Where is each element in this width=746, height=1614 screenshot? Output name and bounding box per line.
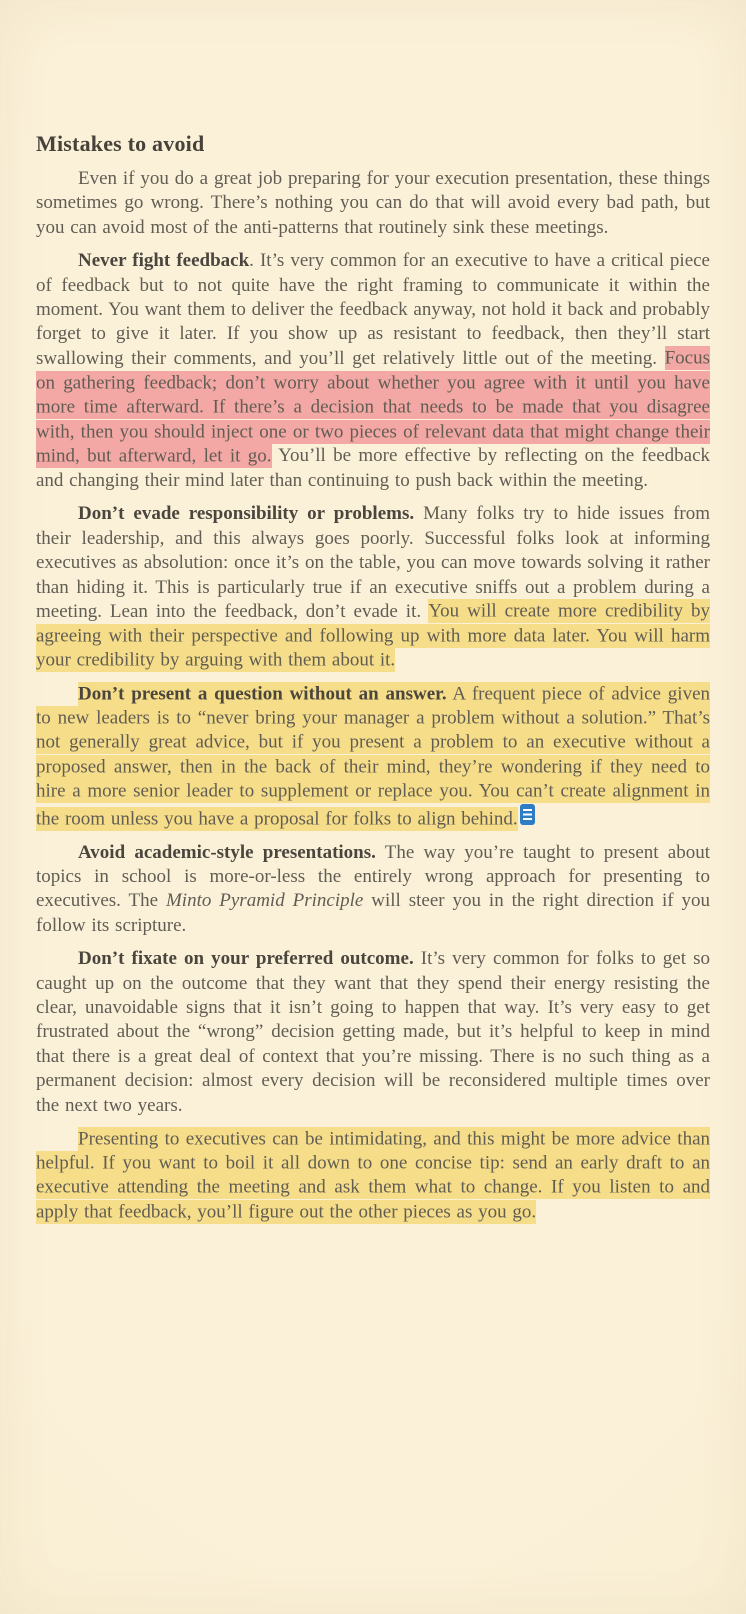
- body-text: will steer you in the right direction if you follow its scripture.: [36, 890, 710, 936]
- pink-highlight[interactable]: Focus on gathering feedback; don’t worry about whether you agree with it until you have more time afterward. If there’s a decision that needs to be made that you disagree with, then you should inject one or two pieces of relevant data that might change their mind, but afterward, let it go.: [36, 347, 710, 467]
- bold-lead-in: Don’t fixate on your preferred outcome.: [78, 948, 414, 970]
- bold-lead-in: Avoid academic-style presentations.: [78, 841, 376, 863]
- note-annotation-icon[interactable]: [520, 804, 535, 825]
- body-text: It’s very common for folks to get so caught up on the outcome that they want that they spend their energy resisting the clear, unavoidable signs that it isn’t going to happen that way. It’s very easy to get frustrated about the “wrong” decision getting made, but it’s helpful to keep in mind that there is a great deal of context that you’re missing. There is no such thing as a permanent decision: almost every decision will be reconsidered multiple times over the next two years.: [36, 948, 710, 1116]
- body-text: . It’s very common for an executive to have a critical piece of feedback but to not quite have the right framing to communicate it within the moment. You want them to deliver the feedback anyway, not hold it back and probably forget to give it later. If you show up as resistant to feedback, then they’ll start swallowing their comments, and you’ll get relatively little out of the meeting.: [36, 250, 710, 369]
- section-heading: Mistakes to avoid: [36, 131, 205, 156]
- paragraph-intro: [36, 167, 710, 240]
- yellow-highlight[interactable]: Presenting to executives can be intimidating, and this might be more advice than helpful. If you want to boil it all down to one concise tip: send an early draft to an executive attending the meeting and ask them what to change. If you listen to and apply that feedback, you’ll figure out the other pieces as you go.: [36, 1128, 710, 1223]
- paragraph-closing-tip: [36, 1127, 710, 1225]
- body-text: Many folks try to hide issues from their leadership, and this always goes poorly. Successful folks look at informing executives as absolution: once it’s on the table, you can move towards solving it rather than hiding it. This is particularly true if an executive sniffs out a problem during a meeting. Lean into the feedback, don’t evade it.: [36, 503, 710, 622]
- yellow-highlight[interactable]: You will create more credibility by agreeing with their perspective and following up with more data later. You will harm your credibility by arguing with them about it.: [36, 600, 711, 671]
- body-text: Even if you do a great job preparing for your execution presentation, these things sometimes go wrong. There’s nothing you can do that will avoid every bad path, but you can avoid most of the anti-patterns that routinely sink these meetings.: [36, 168, 710, 238]
- paragraph-dont-fixate-outcome: [36, 947, 710, 1118]
- body-text: The way you’re taught to present about topics in school is more-or-less the entirely wrong approach for presenting to executives. The: [36, 841, 710, 912]
- paragraph-dont-present-question: [36, 682, 710, 831]
- bold-lead-in: Never fight feedback: [78, 250, 250, 272]
- bold-lead-in-highlighted[interactable]: Don’t present a question without an answer.: [78, 683, 447, 705]
- paragraph-dont-evade-responsibility: [36, 502, 710, 673]
- bold-lead-in: Don’t evade responsibility or problems.: [78, 503, 415, 525]
- paragraph-avoid-academic-style: [36, 841, 710, 939]
- book-title-italic: Minto Pyramid Principle: [165, 890, 364, 912]
- body-text: You’ll be more effective by reflecting on the feedback and changing their mind later than continuing to push back within the meeting.: [36, 445, 711, 491]
- paragraph-never-fight-feedback: [36, 249, 710, 493]
- yellow-highlight[interactable]: A frequent piece of advice given to new leaders is to “never bring your manager a problem without a solution.” That’s not generally great advice, but if you present a problem to an executive without a proposed answer, then in the back of their mind, they’re wondering if they need to hire a more senior leader to supplement or replace you. You can’t create alignment in the room unless you have a proposal for folks to align behind.: [36, 683, 711, 830]
